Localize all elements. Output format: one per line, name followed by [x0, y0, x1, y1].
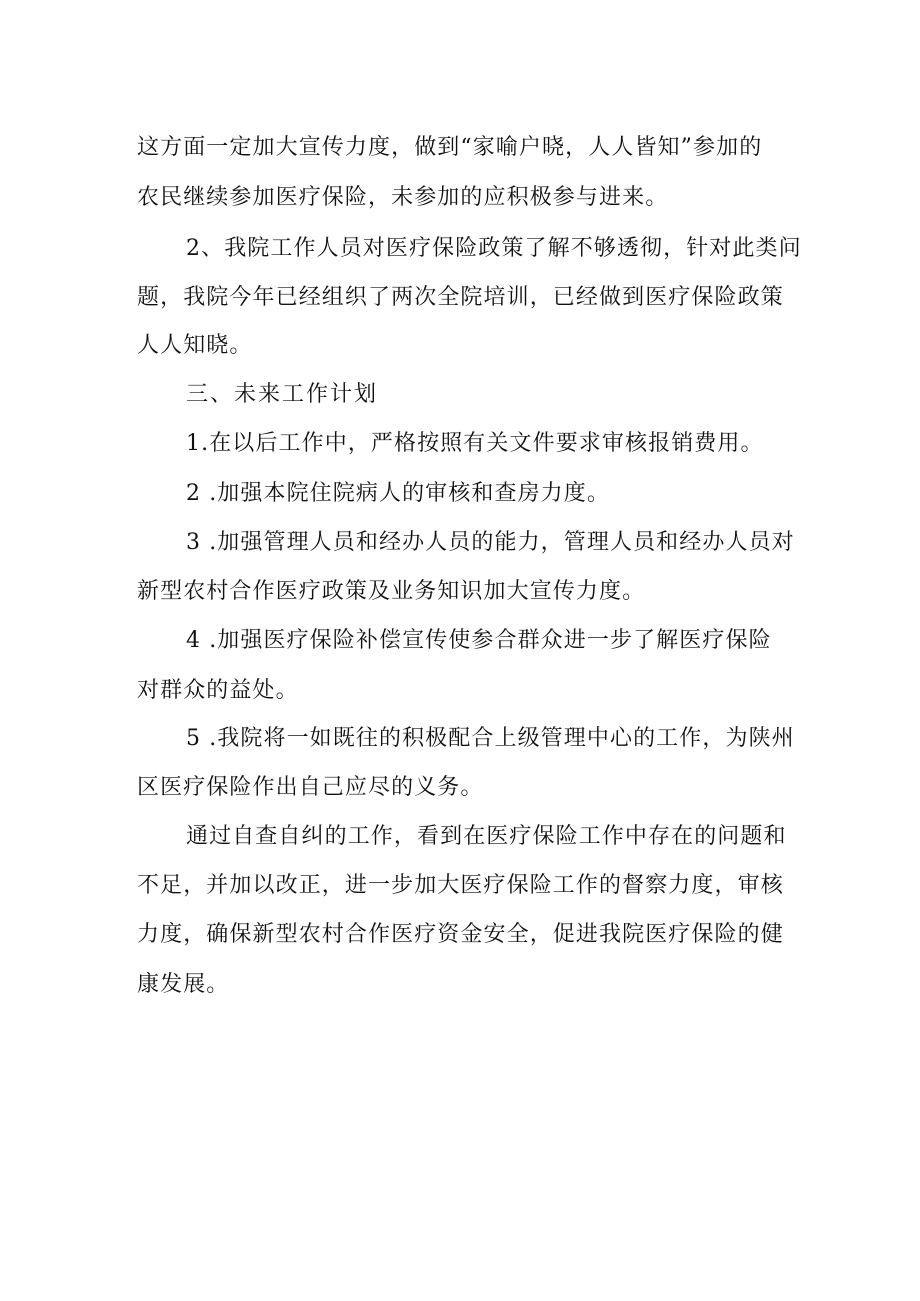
text-line: 区医疗保险作出自己应尽的义务。	[137, 775, 484, 800]
plan-item-1: 1.在以后工作中，严格按照有关文件要求审核报销费用。	[186, 431, 764, 456]
text-line: 这方面一定加大宣传力度，做到“家喻户晓，人人皆知”参加的	[137, 135, 763, 160]
text-line: 通过自查自纠的工作，看到在医疗保险工作中存在的问题和	[186, 824, 787, 849]
text-line: 3 .加强管理人员和经办人员的能力，管理人员和经办人员对	[186, 530, 795, 555]
text-line: 4 .加强医疗保险补偿宣传使参合群众进一步了解医疗保险	[186, 628, 772, 653]
text-line: 2、我院工作人员对医疗保险政策了解不够透彻，针对此类问	[186, 236, 802, 261]
plan-item-2: 2 .加强本院住院病人的审核和查房力度。	[186, 481, 610, 506]
text-line: 题，我院今年已经组织了两次全院培训，已经做到医疗保险政策	[137, 285, 784, 310]
section-heading: 三、未来工作计划	[186, 382, 379, 407]
text-line: 5 .我院将一如既往的积极配合上级管理中心的工作，为陕州	[186, 726, 795, 751]
text-line: 新型农村合作医疗政策及业务知识加大宣传力度。	[137, 579, 646, 604]
text-line: 力度，确保新型农村合作医疗资金安全，促进我院医疗保险的健	[137, 922, 784, 947]
text-line: 农民继续参加医疗保险，未参加的应积极参与进来。	[137, 185, 669, 210]
text-line: 不足，并加以改正，进一步加大医疗保险工作的督察力度，审核	[137, 873, 784, 898]
text-line: 对群众的益处。	[137, 678, 299, 703]
text-line: 人人知晓。	[137, 333, 253, 358]
text-line: 康发展。	[137, 972, 230, 997]
